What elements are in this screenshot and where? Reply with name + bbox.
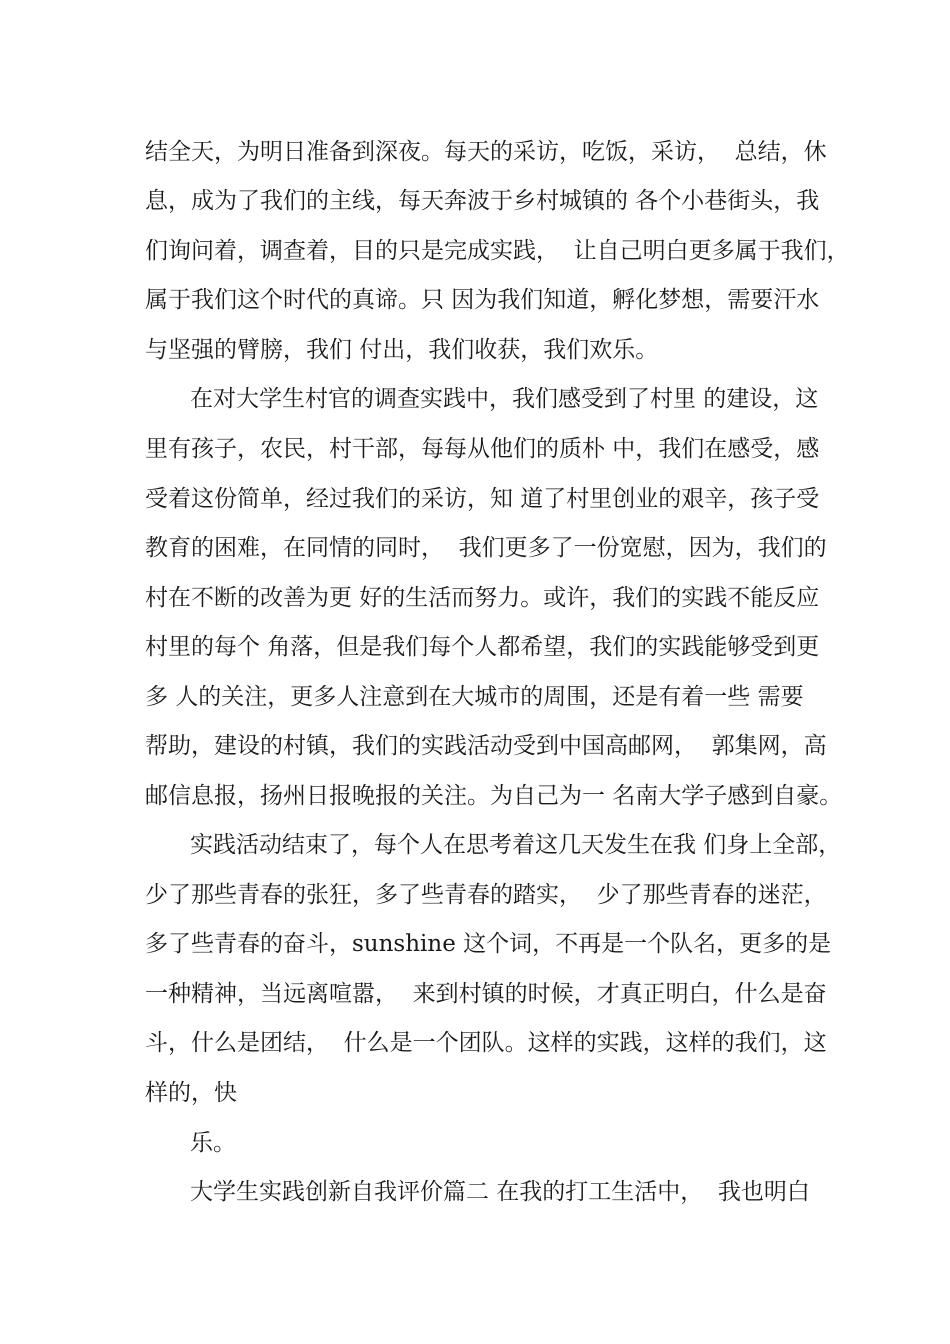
- text-line: 息，成为了我们的主线，每天奔波于乡村城镇的 各个小巷街头，我: [145, 188, 820, 214]
- text-line: 斗，什么是团结， 什么是一个团队。这样的实践，这样的我们，这: [145, 1030, 827, 1056]
- text-line: 教育的困难，在同情的同时， 我们更多了一份宽慰，因为，我们的: [145, 535, 827, 561]
- text-line: 与坚强的臂膀，我们 付出，我们收获，我们欢乐。: [145, 337, 659, 363]
- text-line: 里有孩子，农民，村干部，每每从他们的质朴 中，我们在感受，感: [145, 436, 820, 462]
- paragraph-start-line: 在对大学生村官的调查实践中，我们感受到了村里 的建设，这: [190, 386, 819, 412]
- text-line: 帮助，建设的村镇，我们的实践活动受到中国高邮网， 郭集网，高: [145, 733, 827, 759]
- text-line: 一种精神，当远离喧嚣， 来到村镇的时候，才真正明白，什么是奋: [145, 981, 827, 1007]
- text-line: 村里的每个 角落，但是我们每个人都希望，我们的实践能够受到更: [145, 634, 820, 660]
- text-line: 少了那些青春的张狂，多了些青春的踏实， 少了那些青春的迷茫，: [145, 882, 827, 908]
- text-line: 邮信息报，扬州日报晚报的关注。为自己为一 名南大学子感到自豪。: [145, 783, 843, 809]
- text-line: 村在不断的改善为更 好的生活而努力。或许，我们的实践不能反应: [145, 585, 820, 611]
- text-line: 多 人的关注，更多人注意到在大城市的周围，还是有着一些 需要: [145, 684, 804, 710]
- paragraph-start-line: 乐。: [190, 1130, 236, 1156]
- text-line: 结全天，为明日准备到深夜。每天的采访，吃饭，采访， 总结，休: [145, 139, 827, 165]
- text-line: 多了些青春的奋斗，sunshine 这个词，不再是一个队名，更多的是: [145, 931, 832, 957]
- section-heading-line: 大学生实践创新自我评价篇二 在我的打工生活中， 我也明白: [190, 1179, 810, 1205]
- text-line: 们询问着，调查着，目的只是完成实践， 让自己明白更多属于我们，: [145, 238, 850, 264]
- text-line: 样的，快: [145, 1080, 237, 1106]
- text-line: 受着这份简单，经过我们的采访，知 道了村里创业的艰辛，孩子受: [145, 486, 820, 512]
- text-line: 属于我们这个时代的真谛。只 因为我们知道，孵化梦想，需要汗水: [145, 287, 820, 313]
- paragraph-start-line: 实践活动结束了，每个人在思考着这几天发生在我 们身上全部，: [190, 832, 842, 858]
